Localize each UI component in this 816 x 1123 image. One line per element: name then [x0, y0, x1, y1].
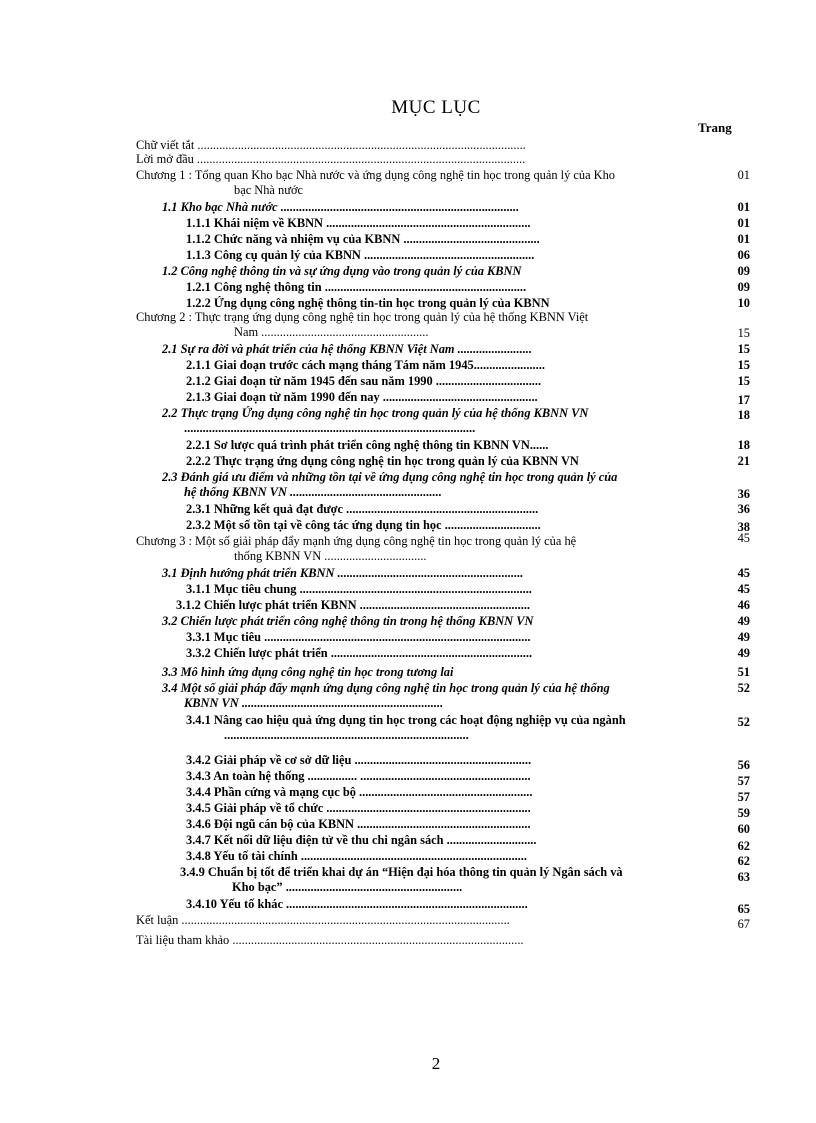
toc-page-number: 60: [737, 822, 750, 836]
toc-section-entry: [0, 681, 816, 713]
toc-section-entry: [0, 406, 816, 438]
toc-entry-line: 1.1 Kho bạc Nhà nước .............................................................................: [162, 200, 520, 214]
toc-entry-text: 1.1.2 Chức năng và nhiệm vụ của KBNN ............................................: [186, 232, 540, 246]
toc-page-number: 36: [737, 487, 750, 501]
toc-entry-line: 2.3 Đánh giá ưu điểm và những tồn tại về ứng dụng công nghệ tin học trong quản lý của: [162, 470, 618, 484]
toc-entry-text: 3.4.8 Yếu tố tài chính .........................................................................: [186, 849, 527, 863]
toc-entry-text: 1.2.2 Ứng dụng công nghệ thông tin-tin học trong quản lý của KBNN: [186, 296, 550, 310]
page-column-label: Trang: [698, 120, 732, 135]
toc-subsection-entry: [0, 390, 816, 406]
toc-page-number: 52: [737, 715, 750, 729]
toc-entry-text: 3.3.1 Mục tiêu ......................................................................................: [186, 630, 531, 644]
toc-entry: [0, 152, 816, 168]
toc-page-number: 51: [737, 665, 750, 679]
toc-page-number: 09: [737, 264, 750, 278]
toc-page-number: 10: [737, 296, 750, 310]
toc-entry-text: 3.4.10 Yếu tố khác ..............................................................................: [186, 897, 528, 911]
toc-entry-text: 3.4.6 Đội ngũ cán bộ của KBNN ........................................................: [186, 817, 531, 831]
toc-page-number: 62: [737, 839, 750, 853]
toc-entry-line: Chương 2 : Thực trạng ứng dụng công nghệ tin học trong quản lý của hệ thống KBNN Việt: [136, 310, 589, 324]
toc-subsection-entry: [0, 248, 816, 264]
toc-entry-line: 3.4 Một số giải pháp đẩy mạnh ứng dụng công nghệ tin học trong quản lý của hệ thống: [162, 681, 610, 695]
toc-subsection-entry: [0, 216, 816, 232]
toc-entry-text: [136, 310, 816, 340]
toc-subsection-entry: [0, 646, 816, 665]
toc-page-number: 45: [737, 582, 750, 596]
toc-entry-text: [162, 681, 816, 711]
toc-section-entry: [0, 342, 816, 358]
toc-page-number: 36: [737, 502, 750, 516]
toc-section-entry: [0, 264, 816, 280]
toc-subsection-entry: [0, 785, 816, 804]
toc-section-entry: [0, 200, 816, 216]
toc-subsection-entry: [0, 454, 816, 470]
toc-entry-line: 2.2 Thực trạng Ứng dụng công nghệ tin học trong quản lý của hệ thống KBNN VN: [162, 406, 589, 420]
toc-subsection-entry: [0, 865, 816, 897]
toc-entry-text: 3.1 Định hướng phát triển KBNN ............................................................: [162, 566, 524, 580]
toc-entry-continuation: ...............................................................................: [224, 727, 469, 742]
toc-page-number: 38: [737, 520, 750, 534]
toc-page-number: 01: [737, 216, 750, 230]
toc-page-number: 49: [737, 614, 750, 628]
toc-entry-continuation: ..............................................................................................: [184, 420, 476, 435]
toc-entry-text: Chữ viết tắt ..........................................................................................................: [136, 138, 526, 152]
toc-title: MỤC LỤC: [391, 97, 481, 118]
toc-page-number: 15: [737, 326, 750, 340]
toc-entry-text: 3.1.2 Chiến lược phát triển KBNN .......................................................: [176, 598, 531, 612]
toc-entry-text: 1.2 Công nghệ thông tin và sự ứng dụng vào trong quản lý của KBNN: [162, 264, 522, 278]
toc-chapter-entry: [0, 168, 816, 200]
toc-entry-text: 2.1.3 Giai đoạn từ năm 1990 đến nay ..................................................: [186, 390, 538, 404]
toc-entry-continuation: bạc Nhà nước: [234, 182, 303, 197]
toc-entry-text: 3.2 Chiến lược phát triển công nghệ thông tin trong hệ thống KBNN VN: [162, 614, 534, 628]
toc-subsection-entry: [0, 833, 816, 853]
toc-subsection-entry: [0, 358, 816, 374]
toc-page-number: 46: [737, 598, 750, 612]
toc-page-number: 18: [737, 438, 750, 452]
toc-entry-continuation: thống KBNN VN .................................: [234, 548, 427, 563]
toc-section-entry: [0, 566, 816, 582]
toc-entry-text: [180, 865, 816, 895]
toc-page-number: 52: [737, 681, 750, 695]
toc-subsection-entry: [0, 817, 816, 836]
toc-page-number: 62: [737, 854, 750, 868]
toc-entry-line: Chương 1 : Tổng quan Kho bạc Nhà nước và ứng dụng công nghệ tin học trong quản lý của Kho: [136, 168, 615, 182]
toc-page-number: 21: [737, 454, 750, 468]
toc-subsection-entry: [0, 518, 816, 534]
toc-entry-text: [186, 713, 816, 743]
toc-subsection-entry: [0, 280, 816, 296]
toc-entry-text: 3.3 Mô hình ứng dụng công nghệ tin học trong tương lai: [162, 665, 454, 679]
toc-page-number: 57: [737, 790, 750, 804]
toc-subsection-entry: [0, 801, 816, 820]
toc-page-number: 56: [737, 758, 750, 772]
toc-page-number: 45: [737, 566, 750, 580]
toc-page-number: 15: [737, 374, 750, 388]
toc-page-number: 57: [737, 774, 750, 788]
toc-page-number: 59: [737, 806, 750, 820]
toc-entry-text: 1.1.3 Công cụ quản lý của KBNN .......................................................: [186, 248, 535, 262]
toc-subsection-entry: [0, 582, 816, 598]
toc-page-number: 15: [737, 342, 750, 356]
toc-entry-text: 2.1.1 Giai đoạn trước cách mạng tháng Tám năm 1945.......................: [186, 358, 545, 372]
toc-entry-text: 3.4.2 Giải pháp về cơ sở dữ liệu .........................................................: [186, 753, 532, 767]
toc-subsection-entry: [0, 713, 816, 753]
toc-entry-text: [162, 200, 816, 215]
toc-entry-text: [162, 406, 816, 436]
toc-entry: [0, 933, 816, 949]
toc-page-number: 67: [737, 917, 750, 931]
toc-entry-line: Chương 3 : Một số giải pháp đẩy mạnh ứng dụng công nghệ tin học trong quản lý của hệ: [136, 534, 577, 548]
toc-entry-text: 2.3.2 Một số tồn tại về công tác ứng dụng tin học ...............................: [186, 518, 541, 532]
table-of-contents: [0, 138, 816, 949]
toc-page-number: 01: [737, 200, 750, 214]
toc-page-number: 65: [737, 902, 750, 916]
toc-page-number: 18: [737, 408, 750, 422]
toc-entry-continuation: Nam ......................................................: [234, 324, 429, 339]
toc-entry-text: Lời mở đầu ..........................................................................................................: [136, 152, 526, 166]
toc-page-number: 06: [737, 248, 750, 262]
toc-entry-text: 2.2.1 Sơ lược quá trình phát triển công nghệ thông tin KBNN VN......: [186, 438, 549, 452]
toc-entry-text: 2.2.2 Thực trạng ứng dụng công nghệ tin học trong quản lý của KBNN VN: [186, 454, 579, 468]
toc-subsection-entry: [0, 598, 816, 614]
toc-entry-text: [136, 168, 816, 198]
toc-page-number: 09: [737, 280, 750, 294]
toc-page-number: 49: [737, 630, 750, 644]
toc-entry-line: 3.4.1 Nâng cao hiệu quả ứng dụng tin học trong các hoạt động nghiệp vụ của ngành: [186, 713, 626, 727]
toc-entry-text: 2.1.2 Giai đoạn từ năm 1945 đến sau năm 1990 ..................................: [186, 374, 542, 388]
toc-entry: [0, 913, 816, 933]
toc-page-number: 45: [737, 531, 750, 545]
toc-entry-text: 1.2.1 Công nghệ thông tin .................................................................: [186, 280, 527, 294]
toc-entry-line: 3.4.9 Chuẩn bị tốt để triển khai dự án “Hiện đại hóa thông tin quản lý Ngân sách và: [180, 865, 623, 879]
toc-entry-continuation: KBNN VN .................................................................: [184, 695, 444, 710]
toc-entry-text: 2.1 Sự ra đời và phát triển của hệ thống KBNN Việt Nam ........................: [162, 342, 533, 356]
toc-subsection-entry: [0, 897, 816, 916]
toc-subsection-entry: [0, 438, 816, 454]
toc-page-number: 49: [737, 646, 750, 660]
toc-subsection-entry: [0, 849, 816, 868]
toc-page-number: 15: [737, 358, 750, 372]
toc-entry-text: [162, 470, 816, 500]
toc-entry: [0, 138, 816, 152]
toc-entry-text: [136, 534, 816, 564]
toc-entry-continuation: Kho bạc” .........................................................: [232, 879, 463, 894]
toc-entry-text: 1.1.1 Khái niệm về KBNN ..................................................................: [186, 216, 531, 230]
toc-entry-continuation: hệ thống KBNN VN .................................................: [184, 484, 442, 499]
toc-entry-text: 3.4.7 Kết nối dữ liệu điện tử về thu chi ngân sách .............................: [186, 833, 537, 847]
toc-entry-text: 3.3.2 Chiến lược phát triển .................................................................: [186, 646, 533, 660]
toc-subsection-entry: [0, 753, 816, 772]
toc-entry-text: 3.4.5 Giải pháp về tổ chức ..................................................................: [186, 801, 531, 815]
toc-chapter-entry: [0, 531, 816, 566]
toc-entry-text: 3.1.1 Mục tiêu chung ...........................................................................: [186, 582, 532, 596]
page-number: 2: [431, 1054, 441, 1073]
toc-subsection-entry: [0, 502, 816, 518]
toc-entry-text: Kết luận ..........................................................................................................: [136, 913, 510, 927]
toc-subsection-entry: [0, 630, 816, 646]
toc-subsection-entry: [0, 374, 816, 390]
toc-entry-text: Tài liệu tham khảo ..............................................................................................: [136, 933, 524, 947]
toc-subsection-entry: [0, 232, 816, 248]
toc-chapter-entry: [0, 310, 816, 342]
toc-page-number: 01: [737, 168, 750, 182]
toc-section-entry: [0, 470, 816, 502]
toc-subsection-entry: [0, 769, 816, 788]
toc-entry-text: 2.3.1 Những kết quả đạt được ..............................................................: [186, 502, 539, 516]
toc-section-entry: [0, 614, 816, 630]
toc-entry-text: 3.4.4 Phần cứng và mạng cục bộ ........................................................: [186, 785, 533, 799]
toc-entry-text: 3.4.3 An toàn hệ thống ................ .......................................................: [186, 769, 531, 783]
toc-page-number: 01: [737, 232, 750, 246]
toc-subsection-entry: [0, 296, 816, 310]
toc-section-entry: [0, 665, 816, 681]
toc-page-number: 17: [737, 393, 750, 407]
toc-page-number: 63: [737, 870, 750, 884]
